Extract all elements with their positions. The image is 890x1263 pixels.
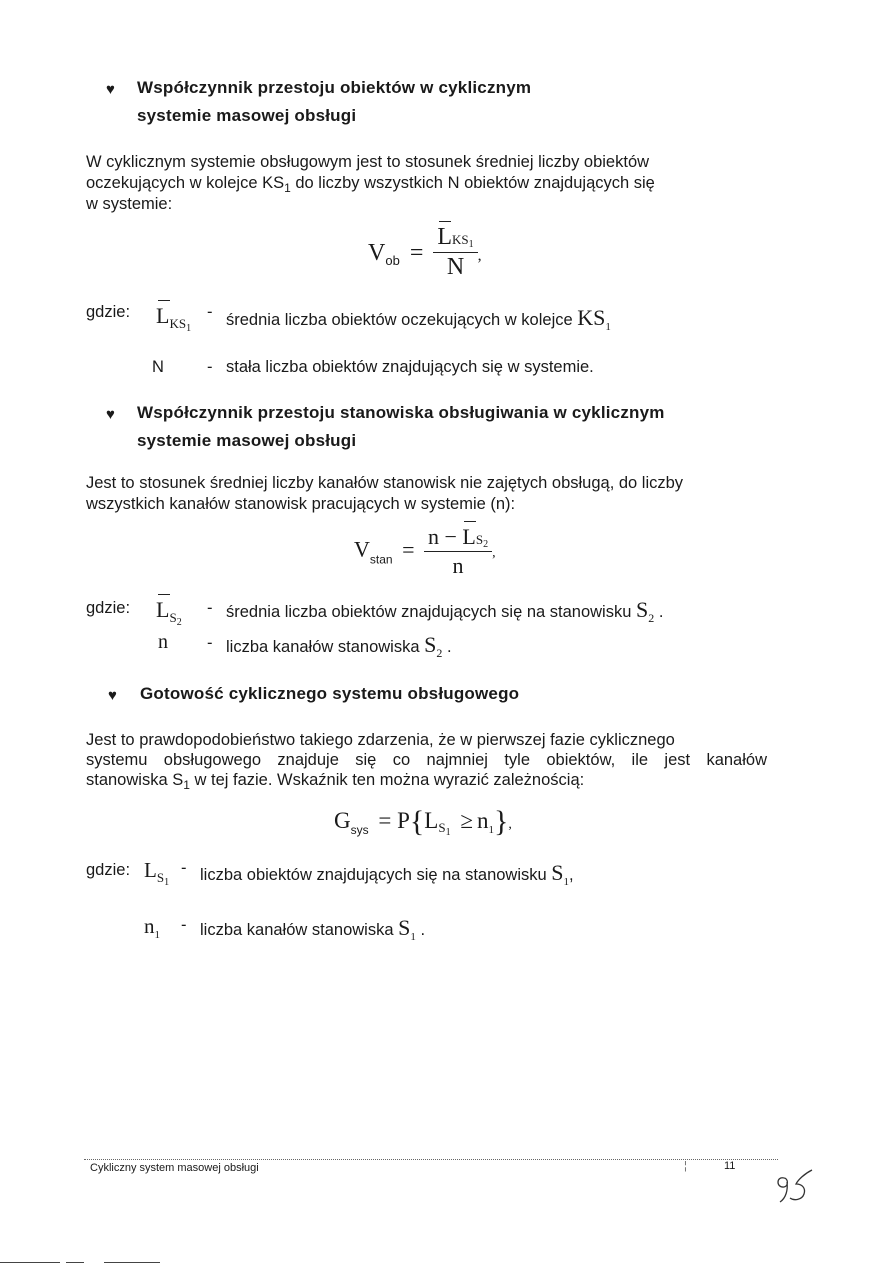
formula-v-stan: $V_{stan}$ = $\frac{n - LS2}{n}$ ,: [354, 524, 496, 578]
def-dash: -: [207, 634, 213, 652]
bullet-heart-icon: ♥: [108, 687, 117, 704]
def-dash: -: [181, 916, 187, 934]
section-title: Współczynnik przestoju stanowiska obsługiwania w cyklicznym: [137, 403, 665, 422]
definition-text: liczba obiektów znajdujących się na stanowisku $S_1$,: [200, 860, 574, 888]
definition-text: średnia liczba obiektów znajdujących się na stanowisku $S_2$ .: [226, 597, 664, 625]
paragraph-line: systemu obsługowego znajduje się co najmniej tyle obiektów, ile jest kanałów: [86, 751, 767, 769]
paragraph-line: w systemie:: [86, 195, 173, 213]
def-dash: -: [181, 859, 187, 877]
paragraph-line: Jest to stosunek średniej liczby kanałów stanowisk nie zajętych obsługą, do liczby: [86, 474, 684, 492]
def-symbol: $n_1$: [144, 914, 160, 941]
def-dash: -: [207, 358, 213, 376]
definition-text: liczba kanałów stanowiska $S_2$ .: [226, 632, 452, 660]
def-symbol: $L_{S2}$: [156, 597, 182, 628]
handwritten-page-number-mark: [774, 1164, 818, 1208]
footer-separator: ¦: [684, 1160, 687, 1172]
paragraph-line: stanowiska $S_1$ w tej fazie. Wskaźnik ten można wyrazić zależnością:: [86, 771, 585, 792]
where-label: gdzie:: [86, 599, 131, 617]
paragraph-line: wszystkich kanałów stanowisk pracujących w systemie (n):: [86, 495, 516, 513]
handwritten-mark-icon: [774, 1164, 818, 1208]
section-title-cont: systemie masowej obsługi: [137, 431, 357, 450]
def-symbol: $L_{KS1}$: [156, 303, 192, 334]
where-label: gdzie:: [86, 861, 131, 879]
bullet-heart-icon: ♥: [106, 81, 115, 98]
section-title: Współczynnik przestoju obiektów w cyklicznym: [137, 78, 532, 97]
section-title: Gotowość cyklicznego systemu obsługowego: [140, 684, 520, 703]
bullet-heart-icon: ♥: [106, 406, 115, 423]
formula-g-sys: $G_{sys} = P\{LS_1 \ge n_1\}$,: [334, 805, 512, 838]
paragraph-line: W cyklicznym systemie obsługowym jest to stosunek średniej liczby obiektów: [86, 153, 650, 171]
def-symbol: $L_{S1}$: [144, 858, 170, 888]
definition-text: stała liczba obiektów znajdujących się w systemie.: [226, 358, 594, 376]
def-dash: -: [207, 599, 213, 617]
definition-text: średnia liczba obiektów oczekujących w kolejce $KS_1$: [226, 305, 611, 333]
section-title-cont: systemie masowej obsługi: [137, 106, 357, 125]
def-dash: -: [207, 303, 213, 321]
definition-text: liczba kanałów stanowiska $S_1$ .: [200, 915, 426, 943]
where-label: gdzie:: [86, 303, 131, 321]
footer-title: Cykliczny system masowej obsługi: [90, 1162, 259, 1174]
footer-divider: [84, 1159, 778, 1160]
page-number: 11: [724, 1160, 736, 1172]
formula-v-ob: $V_{ob}$ = $\frac{\text{LKS1}}{N}$ ,: [368, 224, 482, 280]
paragraph-line: Jest to prawdopodobieństwo takiego zdarzenia, że w pierwszej fazie cyklicznego: [86, 731, 675, 749]
paragraph-line: oczekujących w kolejce $KS_1$ do liczby wszystkich N obiektów znajdujących się: [86, 174, 655, 195]
def-symbol: N: [152, 358, 164, 376]
def-symbol: n: [158, 631, 168, 653]
